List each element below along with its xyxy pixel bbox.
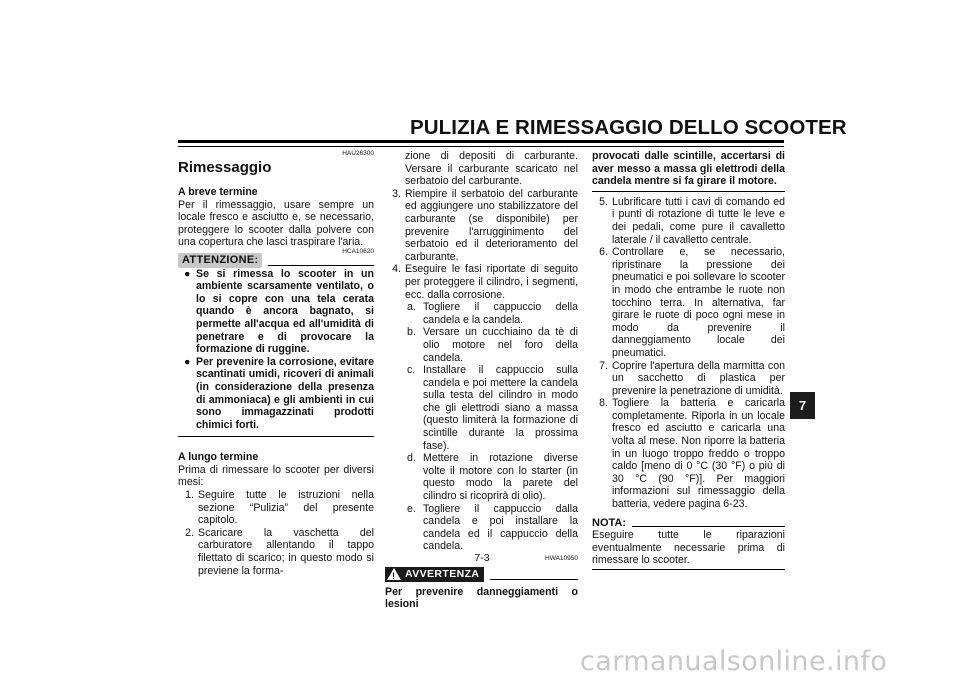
list-item: 1. Seguire tutte le istruzioni nella sezione “Pulizia” del presente capitolo.: [185, 489, 374, 527]
subheading-short-term: A breve termine: [178, 186, 258, 198]
reference-code: HCA10620: [342, 247, 374, 255]
list-item: 6. Controllare e, se necessario, ripristinare la pressione dei pneumatici e poi sollevare lo scooter in modo che entrambe le ruote non tocchino terra. In alternativa, far girare le ruote di poco ogni mese in modo da prevenire il danneggiamento locale dei pneumatici.: [599, 246, 785, 359]
warning-header: [385, 567, 578, 582]
list-item: 5. Lubrificare tutti i cavi di comando ed i punti di rotazione di tutte le leve e dei pedali, come pure il cavalletto laterale / il cavalletto centrale.: [599, 195, 785, 246]
column-left: [178, 150, 374, 577]
bullet-icon: ●: [184, 267, 191, 280]
list-item: ● Se si rimessa lo scooter in un ambiente scarsamente ventilato, o lo si copre con una tela cerata quando è ancora bagnato, si permette all'acqua ed all'umidità di penetrare e di provocare la formazione di ruggine.: [178, 268, 374, 356]
column-right: [592, 150, 785, 570]
note-header: [592, 517, 785, 530]
list-item: 4. Eseguire le fasi riportate di seguito per proteggere il cilindro, i segmenti, ecc. dalla corrosione.: [392, 263, 578, 301]
attention-list: [178, 268, 374, 432]
paragraph-long-term: Prima di rimessare lo scooter per diversi mesi:: [178, 463, 374, 489]
title-rule-thin: [178, 146, 784, 147]
list-item: ● Per prevenire la corrosione, evitare scantinati umidi, ricoveri di animali (in considerazione della presenza di ammoniaca) e gli ambienti in cui sono immagazzinati prodotti chimici forti.: [178, 356, 374, 432]
chapter-tab: 7: [790, 392, 815, 419]
list-item: 3. Riempire il serbatoio del carburante ed aggiungere uno stabilizzatore del carburante (se disponibile) per prevenire l'arrugginimento del serbatoio ed il deterioramento del carburante.: [392, 187, 578, 263]
warning-rule: [490, 579, 578, 580]
attention-rule: [268, 265, 374, 266]
reference-code: HWA10950: [545, 555, 578, 562]
note-rule: [632, 526, 785, 527]
sub-list-item: c. Installare il cappuccio sulla candela e poi mettere la candela sulla testa del cilindro in modo che gli elettrodi siano a massa (questo limiterà la formazione di scintille durante la prossima fase).: [407, 364, 578, 452]
title-rule: [178, 140, 784, 143]
section-heading: Rimessaggio: [178, 159, 272, 176]
list-item: 7. Coprire l'apertura della marmitta con un sacchetto di plastica per prevenire la penetrazione di umidità.: [599, 359, 785, 397]
page-number: 7-3: [474, 552, 490, 564]
note-end-rule: [592, 569, 785, 570]
note-text: Eseguire tutte le riparazioni eventualmente necessarie prima di rimessare lo scooter.: [592, 529, 785, 567]
subheading-long-term: A lungo termine: [178, 451, 259, 464]
warning-text-continuation: provocati dalle scintille, accertarsi di aver messo a massa gli elettrodi della candela mentre si fa girare il motore.: [592, 150, 785, 188]
warning-text: Per prevenire danneggiamenti o lesioni: [385, 585, 578, 611]
watermark: carmanualsonline.info: [580, 646, 888, 677]
page-title: PULIZIA E RIMESSAGGIO DELLO SCOOTER: [410, 116, 847, 139]
list-item: 8. Togliere la batteria e caricarla completamente. Riporla in un locale fresco ed asciutto e caricarla una volta al mese. Non riporre la batteria in un luogo troppo freddo o troppo caldo [meno di 0 °C (30 °F) o più di 30 °C (90 °F)]. Per maggiori informazioni sul rimessaggio della batteria, vedere pagina 6-23.: [599, 397, 785, 511]
attention-badge: ATTENZIONE:: [178, 253, 262, 268]
warning-badge: ! AVVERTENZA: [385, 567, 484, 582]
reference-code: HAU26300: [342, 150, 374, 157]
paragraph-short-term: Per il rimessaggio, usare sempre un locale fresco e asciutto e, se necessario, proteggere lo scooter dalla polvere con una copertura che lasci traspirare l'aria.: [178, 198, 374, 249]
warning-end-rule: [592, 191, 785, 192]
sub-list-item: e. Togliere il cappuccio dalla candela e poi installare la candela ed il cappuccio della candela.: [407, 502, 578, 553]
sub-list-item: a. Togliere il cappuccio della candela e la candela.: [407, 301, 578, 326]
warning-triangle-icon: !: [387, 568, 401, 580]
column-middle: [385, 150, 578, 611]
bullet-icon: ●: [184, 355, 191, 368]
note-label: NOTA:: [592, 516, 627, 529]
sub-list-item: d. Mettere in rotazione diverse volte il motore con lo starter (in questo modo la parete del cilindro si ricoprirà di olio).: [407, 452, 578, 503]
list-item-continuation: zione di depositi di carburante. Versare il carburante scaricato nel serbatoio del carburante.: [405, 150, 578, 188]
sub-list-item: b. Versare un cucchiaino da tè di olio motore nel foro della candela.: [407, 326, 578, 364]
list-item: 2. Scaricare la vaschetta del carburatore allentando il tappo filettato di scarico; in questo modo si previene la forma-: [185, 526, 374, 577]
